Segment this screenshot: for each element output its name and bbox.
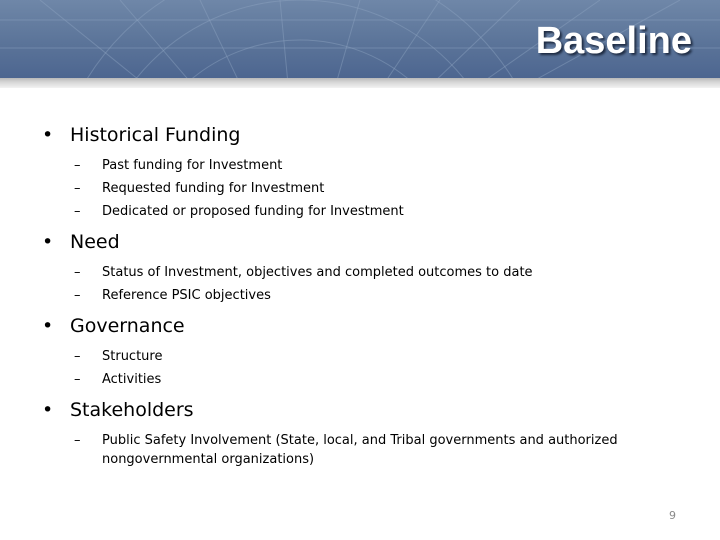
bullet-list bbox=[42, 122, 662, 477]
bullet-icon: • bbox=[42, 399, 54, 421]
sub-item: – Requested funding for Investment bbox=[74, 181, 325, 196]
slide-title: Baseline bbox=[535, 20, 692, 62]
sub-list bbox=[42, 156, 662, 221]
sub-item: – Status of Investment, objectives and completed outcomes to date bbox=[74, 265, 533, 280]
bullet-section-governance bbox=[42, 313, 662, 389]
bullet-label: Historical Funding bbox=[70, 124, 241, 146]
bullet-icon: • bbox=[42, 315, 54, 337]
sub-list bbox=[42, 347, 662, 389]
dash-icon: – bbox=[74, 349, 81, 364]
sub-list bbox=[42, 431, 662, 469]
bullet-label: Need bbox=[70, 231, 120, 253]
sub-list bbox=[42, 263, 662, 305]
bullet-label: Governance bbox=[70, 315, 185, 337]
header-banner bbox=[0, 0, 720, 78]
dash-icon: – bbox=[74, 288, 81, 303]
bullet-section-stakeholders bbox=[42, 397, 662, 469]
bullet-label: Stakeholders bbox=[70, 399, 194, 421]
bullet-section-historical-funding bbox=[42, 122, 662, 221]
dash-icon: – bbox=[74, 433, 81, 448]
page-number: 9 bbox=[669, 509, 676, 522]
bullet-icon: • bbox=[42, 124, 54, 146]
sub-item: – Structure bbox=[74, 349, 163, 364]
sub-item: – Public Safety Involvement (State, local, and Tribal governments and authorized nongovernmental organizations) bbox=[74, 433, 618, 467]
sub-item: – Reference PSIC objectives bbox=[74, 288, 271, 303]
bullet-section-need bbox=[42, 229, 662, 305]
bullet-icon: • bbox=[42, 231, 54, 253]
banner-divider bbox=[0, 78, 720, 88]
sub-item: – Activities bbox=[74, 372, 162, 387]
sub-item: – Past funding for Investment bbox=[74, 158, 283, 173]
dash-icon: – bbox=[74, 204, 81, 219]
dash-icon: – bbox=[74, 372, 81, 387]
dash-icon: – bbox=[74, 181, 81, 196]
sub-item: – Dedicated or proposed funding for Investment bbox=[74, 204, 404, 219]
dash-icon: – bbox=[74, 265, 81, 280]
dash-icon: – bbox=[74, 158, 81, 173]
